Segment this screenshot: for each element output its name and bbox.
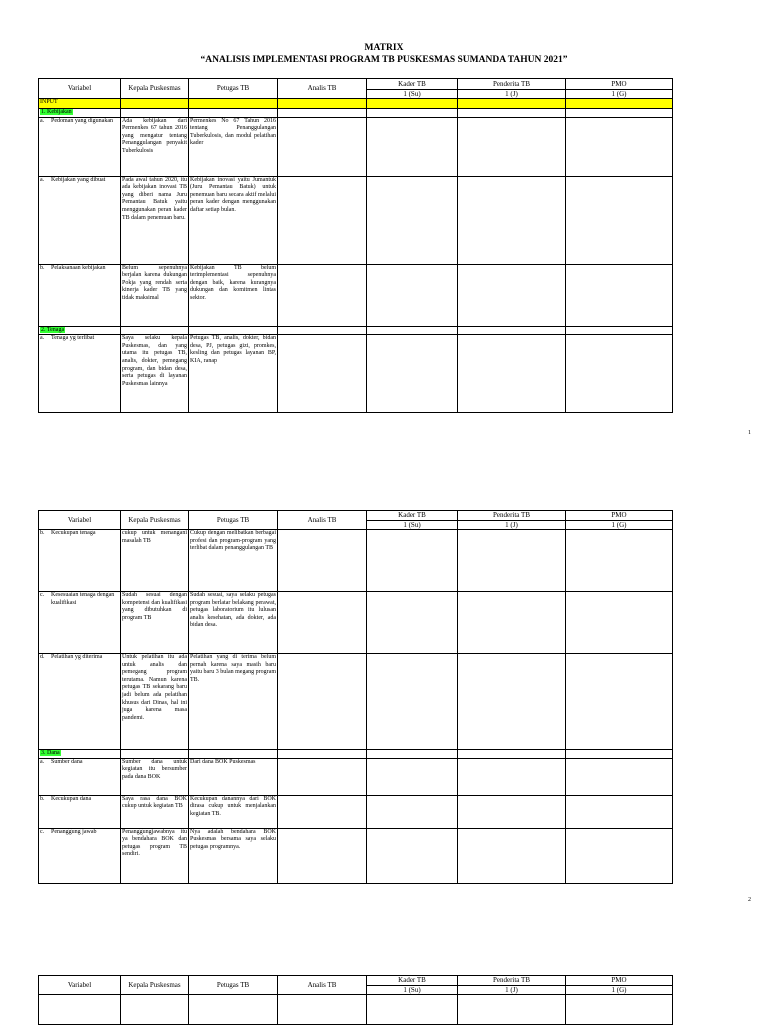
header-kepala-puskesmas: Kepala Puskesmas: [121, 511, 189, 530]
matrix-table-page-1: [38, 78, 673, 413]
kepala-response: Saya rasa dana BOK cukup untuk kegiatan TB: [121, 795, 189, 828]
header-penderita-code: 1 (J): [458, 986, 566, 995]
header-variabel: Variabel: [39, 976, 121, 995]
kepala-response: cukup untuk menangani masalah TB: [121, 530, 189, 592]
header-penderita-tb: Penderita TB: [458, 976, 566, 986]
matrix-table-page-3: [38, 975, 673, 1025]
matrix-title: MATRIX: [364, 43, 404, 53]
kepala-response: Sudah sesuai dengan kompetensi dan kualifikasi yang dibutuhkan di program TB: [121, 592, 189, 654]
petugas-response: Nya adalah bendahara BOK Puskesmas bersama saya selaku petugas programnya.: [189, 828, 278, 883]
kepala-response: Pada awal tahun 2020, itu ada kebijakan inovasi TB yang diberi nama Juru Pemantau Batuk yaitu menggunakan peran kader TB dalam penemuan baru.: [121, 176, 189, 264]
header-kader-tb: Kader TB: [367, 79, 458, 90]
input-section-label: INPUT: [39, 99, 121, 109]
header-pmo-code: 1 (G): [566, 521, 673, 530]
header-penderita-tb: Penderita TB: [458, 79, 566, 90]
header-kader-tb: Kader TB: [367, 511, 458, 521]
header-analis-tb: Analis TB: [278, 976, 367, 995]
petugas-response: Kecukupan danannya dari BOK dirasa cukup untuk menjalankan kegiatan TB.: [189, 795, 278, 828]
variable-cell: b. Kecukupan tenaga: [39, 530, 121, 592]
petugas-response: Dari dana BOK Puskesmas: [189, 758, 278, 795]
variable-cell: a. Pedoman yang digunakan: [39, 117, 121, 176]
header-penderita-code: 1 (J): [458, 90, 566, 99]
header-analis-tb: Analis TB: [278, 79, 367, 99]
header-kader-tb: Kader TB: [367, 976, 458, 986]
petugas-response: Permenkes No 67 Tahun 2016 tentang Penanggulangan Tuberkulosis, dan modul pelatihan kader: [189, 117, 278, 176]
header-variabel: Variabel: [39, 79, 121, 99]
header-pmo: PMO: [566, 976, 673, 986]
section-label-dana: 3. Dana: [39, 750, 121, 759]
section-label-kebijakan: 1. Kebijakan: [39, 109, 121, 118]
header-penderita-code: 1 (J): [458, 521, 566, 530]
petugas-response: Petugas TB, analis, dokter, bidan desa, PJ, petugas gizi, promkes, kesling dan petugas layanan BP, KIA, ranap: [189, 335, 278, 413]
kepala-response: Ada kebijakan dari Permenkes 67 tahun 2016 yang mengatur tentang Penanggulangan penyakit Tuberkulosis: [121, 117, 189, 176]
variable-cell: b. Pelaksanaan kebijakan: [39, 264, 121, 326]
header-pmo-code: 1 (G): [566, 90, 673, 99]
petugas-response: Pelatihan yang di terima belum pernah karena saya masih baru yaitu baru 3 bulan megang program TB.: [189, 654, 278, 750]
petugas-response: Cukup dengan melibatkan berbagai profesi dan program-program yang terlibat dalam penanggulangan TB: [189, 530, 278, 592]
header-kader-code: 1 (Su): [367, 90, 458, 99]
header-analis-tb: Analis TB: [278, 511, 367, 530]
header-pmo: PMO: [566, 79, 673, 90]
header-kepala-puskesmas: Kepala Puskesmas: [121, 976, 189, 995]
variable-cell: c. Kesesuaian tenaga dengan kualifikasi: [39, 592, 121, 654]
page-number: 1: [748, 430, 751, 436]
header-kader-code: 1 (Su): [367, 521, 458, 530]
matrix-table-page-2: [38, 510, 673, 884]
variable-cell: a. Kebijakan yang dibuat: [39, 176, 121, 264]
kepala-response: Belum sepenuhnya berjalan karena dukungan Pokja yang rendah serta kinerja kader TB yang tidak maksimal: [121, 264, 189, 326]
header-kepala-puskesmas: Kepala Puskesmas: [121, 79, 189, 99]
variable-cell: c. Penanggung jawab: [39, 828, 121, 883]
document-subtitle: “ANALISIS IMPLEMENTASI PROGRAM TB PUSKESMAS SUMANDA TAHUN 2021”: [200, 55, 568, 65]
kepala-response: Penanggungjawabnya itu ya bendahara BOK dan petugas program TB sendiri.: [121, 828, 189, 883]
variable-cell: d. Pelatihan yg diterima: [39, 654, 121, 750]
kepala-response: Saya selaku kepala Puskesmas, dan yang utama itu petugas TB, analis, dokter, pemegang program, dan bidan desa, serta petugas di layanan Puskesmas lainnya: [121, 335, 189, 413]
variable-cell: b. Kecukupan dana: [39, 795, 121, 828]
header-petugas-tb: Petugas TB: [189, 511, 278, 530]
kepala-response: Untuk pelatihan itu ada untuk analis dan pemegang program terutama. Namun karena petugas TB sekarang baru jadi belum ada pelatihan khusus dari Dinas, hal ini juga karena masa pandemi.: [121, 654, 189, 750]
header-petugas-tb: Petugas TB: [189, 79, 278, 99]
page-number: 2: [748, 897, 751, 903]
header-kader-code: 1 (Su): [367, 986, 458, 995]
petugas-response: Kebijakan inovasi yaitu Jumantuk (Juru Pemantau Batuk) untuk penemuan baru secara aktif melalui peran kader dengan menggunakan daftar setiap bulan.: [189, 176, 278, 264]
petugas-response: Kebijakan TB belum terimplementasi sepenuhnya dengan baik, karena kurangnya dukungan dan komitmen lintas sektor.: [189, 264, 278, 326]
header-pmo: PMO: [566, 511, 673, 521]
header-penderita-tb: Penderita TB: [458, 511, 566, 521]
variable-cell: a. Tenaga yg terlibat: [39, 335, 121, 413]
header-pmo-code: 1 (G): [566, 986, 673, 995]
section-label-tenaga: 2. Tenaga: [39, 326, 121, 335]
header-variabel: Variabel: [39, 511, 121, 530]
variable-cell: a. Sumber dana: [39, 758, 121, 795]
petugas-response: Sudah sesuai, saya selaku petugas program berlatar belakang perawat, petugas laboratorium itu lulusan analis kesehatan, ada dokter, ada bidan desa.: [189, 592, 278, 654]
header-petugas-tb: Petugas TB: [189, 976, 278, 995]
kepala-response: Sumber dana untuk kegiatan itu bersumber pada dana BOK: [121, 758, 189, 795]
